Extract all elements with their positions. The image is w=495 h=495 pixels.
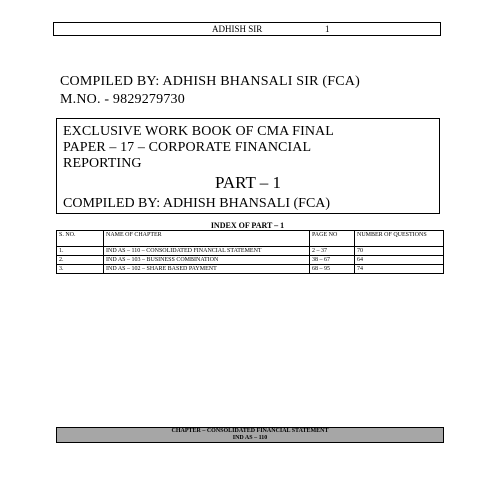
- cell-chapter: IND AS – 102 – SHARE BASED PAYMENT: [104, 265, 310, 274]
- chapter-subtitle: IND AS – 110: [232, 435, 268, 441]
- header-chapter: NAME OF CHAPTER: [104, 231, 310, 247]
- index-table: [56, 230, 444, 274]
- title-box: [56, 118, 440, 214]
- cell-chapter: IND AS – 110 – CONSOLIDATED FINANCIAL STATEMENT: [104, 247, 310, 256]
- title-line-2: PAPER – 17 – CORPORATE FINANCIAL: [63, 140, 312, 155]
- cell-questions: 64: [355, 256, 444, 265]
- cell-page: 68 – 95: [310, 265, 355, 274]
- cell-questions: 74: [355, 265, 444, 274]
- index-title: INDEX OF PART – 1: [210, 221, 285, 230]
- cell-sno: 1.: [57, 247, 104, 256]
- table-row: [57, 265, 444, 274]
- part-heading: PART – 1: [214, 173, 282, 192]
- table-row: [57, 247, 444, 256]
- page-header: [53, 22, 441, 36]
- cell-questions: 70: [355, 247, 444, 256]
- cell-chapter: IND AS – 103 – BUSINESS COMBINATION: [104, 256, 310, 265]
- header-sno: S. NO.: [57, 231, 104, 247]
- title-line-1: EXCLUSIVE WORK BOOK OF CMA FINAL: [63, 124, 334, 139]
- chapter-title: CHAPTER – CONSOLIDATED FINANCIAL STATEMENT: [171, 428, 329, 434]
- table-header-row: [57, 231, 444, 247]
- header-page-no: PAGE NO: [310, 231, 355, 247]
- cell-sno: 3.: [57, 265, 104, 274]
- cell-page: 38 – 67: [310, 256, 355, 265]
- table-row: [57, 256, 444, 265]
- header-page-number: 1: [325, 24, 330, 34]
- chapter-banner: [56, 427, 444, 443]
- membership-number: M.NO. - 9829279730: [60, 92, 185, 107]
- cell-page: 2 – 37: [310, 247, 355, 256]
- header-author: ADHISH SIR: [212, 24, 263, 34]
- cell-sno: 2.: [57, 256, 104, 265]
- header-questions: NUMBER OF QUESTIONS: [355, 231, 444, 247]
- title-line-3: REPORTING: [63, 156, 142, 171]
- title-compiled-by: COMPILED BY: ADHISH BHANSALI (FCA): [63, 196, 331, 211]
- compiled-by: COMPILED BY: ADHISH BHANSALI SIR (FCA): [60, 74, 360, 89]
